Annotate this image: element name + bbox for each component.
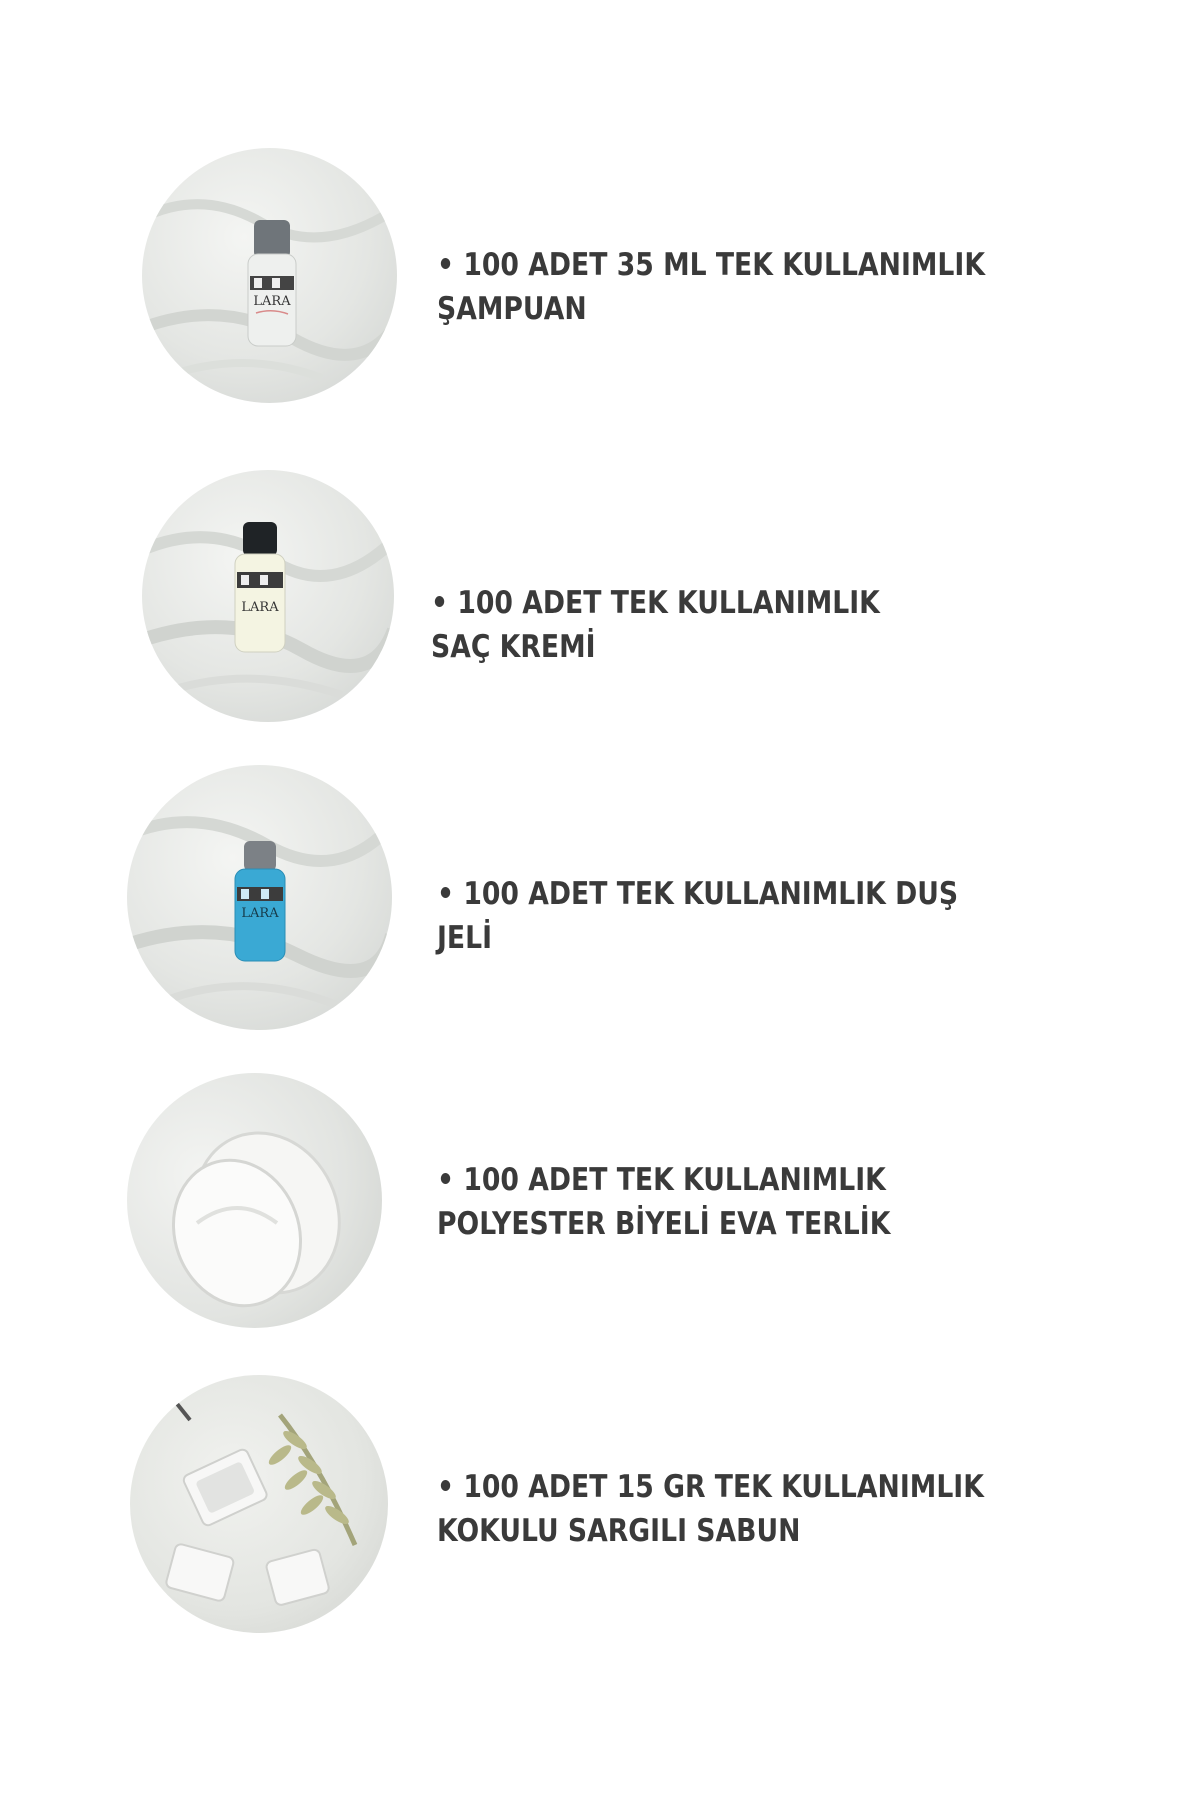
product-caption [437,243,985,331]
product-caption [431,581,880,669]
shampoo-label: LARA [253,294,291,309]
hair-conditioner-label: LARA [241,600,279,615]
hair-conditioner-bottle-icon [142,470,394,722]
caption-line-2: ŞAMPUAN [437,291,587,327]
product-caption [437,1158,890,1246]
wrapped-soap-icon [130,1375,388,1633]
caption-line-2: POLYESTER BİYELİ EVA TERLİK [437,1206,891,1242]
caption-line-1: • 100 ADET TEK KULLANIMLIK [437,1162,886,1198]
caption-line-2: SAÇ KREMİ [431,629,596,665]
caption-line-1: • 100 ADET TEK KULLANIMLIK [431,585,880,621]
caption-line-1: • 100 ADET TEK KULLANIMLIK DUŞ [437,876,959,912]
product-caption [437,1465,984,1553]
slippers-icon [127,1073,382,1328]
shower-gel-photo [127,765,392,1030]
slippers-photo [127,1073,382,1328]
caption-line-2: KOKULU SARGILI SABUN [437,1513,801,1549]
wrapped-soap-photo [130,1375,388,1633]
shampoo-bottle-icon [142,148,397,403]
shower-gel-bottle-icon [127,765,392,1030]
caption-line-2: JELİ [437,920,493,956]
shampoo-photo [142,148,397,403]
product-caption [437,872,958,960]
caption-line-1: • 100 ADET 35 ML TEK KULLANIMLIK [437,247,985,283]
caption-line-1: • 100 ADET 15 GR TEK KULLANIMLIK [437,1469,984,1505]
hair-conditioner-photo [142,470,394,722]
shower-gel-label: LARA [241,906,279,921]
